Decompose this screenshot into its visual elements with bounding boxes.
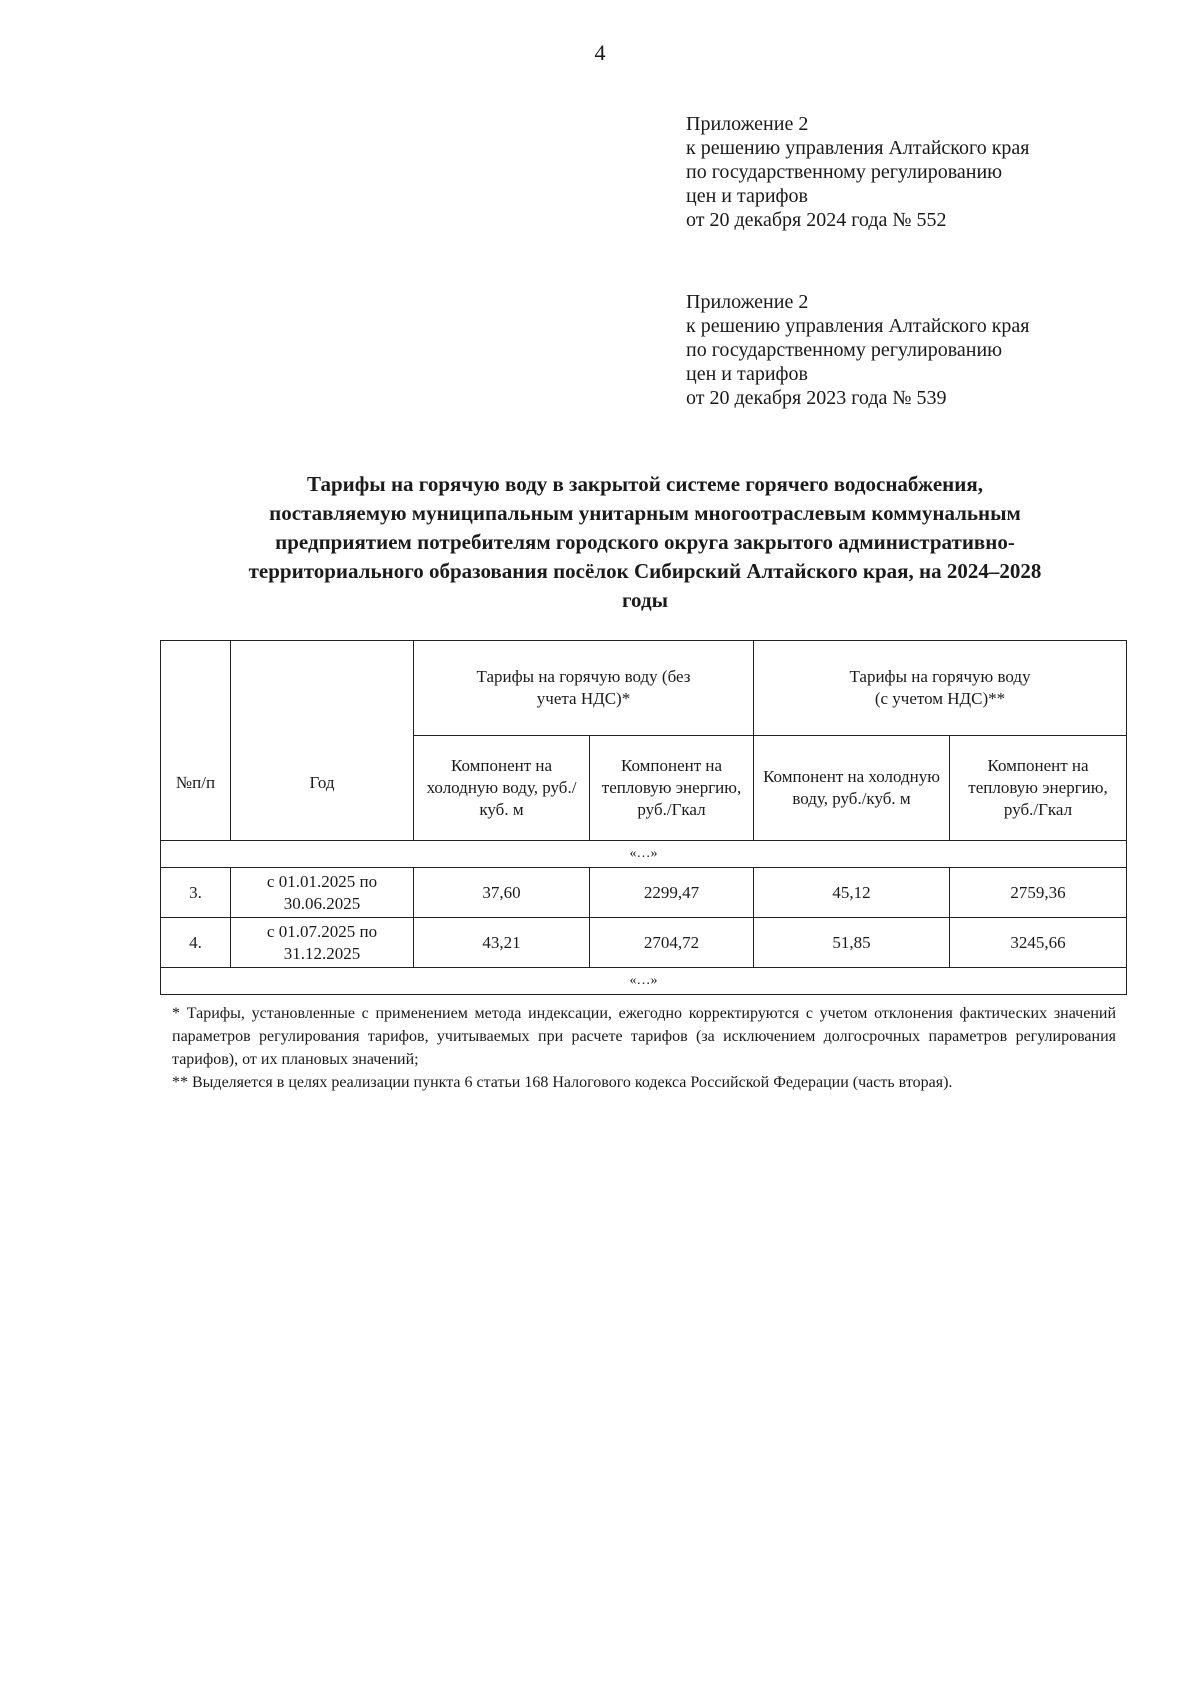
row-number: 3. bbox=[161, 868, 231, 918]
header-cold-water-with-vat: Компонент на холодную воду, руб./куб. м bbox=[754, 736, 950, 841]
appendix-line: к решению управления Алтайского края bbox=[686, 315, 1030, 337]
omitted-rows-marker: «…» bbox=[161, 968, 1127, 995]
header-year: Год bbox=[231, 641, 414, 841]
header-cold-water-no-vat: Компонент на холодную воду, руб./куб. м bbox=[414, 736, 590, 841]
period-start: с 01.01.2025 по bbox=[266, 871, 378, 891]
thermal-energy-with-vat-value: 3245,66 bbox=[950, 918, 1127, 968]
title-line: поставляемую муниципальным унитарным многоотраслевым коммунальным bbox=[269, 501, 1021, 525]
footnote-indexation: * Тарифы, установленные с применением метода индексации, ежегодно корректируются с учетом отклонения фактических значений параметров регулирования тарифов, учитываемых при расчете тарифов (за исключением долгосрочных параметров регулирования тарифов), от их плановых значений; bbox=[172, 1005, 1116, 1068]
header-tariffs-without-vat: Тарифы на горячую воду (без учета НДС)* bbox=[414, 641, 754, 736]
appendix-line: по государственному регулированию bbox=[686, 339, 1003, 361]
period-end: 30.06.2025 bbox=[283, 893, 361, 913]
header-row-number: №п/п bbox=[161, 641, 231, 841]
table-row bbox=[161, 868, 1127, 918]
period-end: 31.12.2025 bbox=[283, 943, 361, 963]
row-period bbox=[231, 918, 414, 968]
thermal-energy-no-vat-value: 2704,72 bbox=[590, 918, 754, 968]
thermal-energy-with-vat-value: 2759,36 bbox=[950, 868, 1127, 918]
row-number: 4. bbox=[161, 918, 231, 968]
appendix-line: цен и тарифов bbox=[686, 185, 808, 207]
appendix-line: по государственному регулированию bbox=[686, 161, 1003, 183]
cold-water-with-vat-value: 45,12 bbox=[754, 868, 950, 918]
cold-water-no-vat-value: 43,21 bbox=[414, 918, 590, 968]
title-line: предприятием потребителям городского округа закрытого административно- bbox=[275, 530, 1015, 554]
period-start: с 01.07.2025 по bbox=[266, 921, 378, 941]
cold-water-with-vat-value: 51,85 bbox=[754, 918, 950, 968]
omitted-rows-marker: «…» bbox=[161, 841, 1127, 868]
table-row bbox=[161, 918, 1127, 968]
appendix-line: Приложение 2 bbox=[686, 291, 809, 313]
title-line: территориального образования посёлок Сибирский Алтайского края, на 2024–2028 bbox=[248, 559, 1042, 583]
title-line: годы bbox=[622, 588, 668, 612]
row-period bbox=[231, 868, 414, 918]
document-title bbox=[180, 470, 1110, 615]
appendix-line: цен и тарифов bbox=[686, 363, 808, 385]
appendix-reference-2024 bbox=[686, 112, 1030, 232]
title-line: Тарифы на горячую воду в закрытой системе горячего водоснабжения, bbox=[307, 472, 983, 496]
appendix-line: Приложение 2 bbox=[686, 113, 809, 135]
cold-water-no-vat-value: 37,60 bbox=[414, 868, 590, 918]
footnotes bbox=[172, 1002, 1116, 1094]
page-number: 4 bbox=[594, 40, 606, 65]
footnote-vat: ** Выделяется в целях реализации пункта 6 статьи 168 Налогового кодекса Российской Федерации (часть вторая). bbox=[172, 1074, 953, 1091]
tariff-table bbox=[160, 640, 1127, 995]
thermal-energy-no-vat-value: 2299,47 bbox=[590, 868, 754, 918]
appendix-line: к решению управления Алтайского края bbox=[686, 137, 1030, 159]
appendix-line: от 20 декабря 2024 года № 552 bbox=[686, 209, 947, 231]
header-thermal-energy-with-vat: Компонент на тепловую энергию, руб./Гкал bbox=[950, 736, 1127, 841]
appendix-reference-2023 bbox=[686, 290, 1030, 410]
appendix-line: от 20 декабря 2023 года № 539 bbox=[686, 387, 947, 409]
header-tariffs-with-vat: Тарифы на горячую воду (с учетом НДС)** bbox=[754, 641, 1127, 736]
header-thermal-energy-no-vat: Компонент на тепловую энергию, руб./Гкал bbox=[590, 736, 754, 841]
